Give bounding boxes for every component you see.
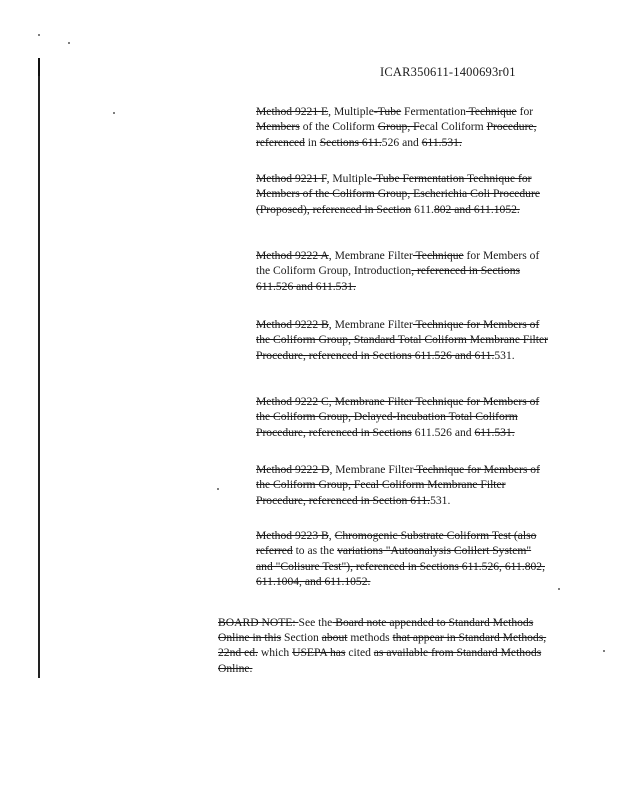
text-run: methods — [347, 631, 393, 644]
struck-text: Members — [256, 120, 300, 134]
text-run: 531. — [430, 493, 451, 507]
text-run: of the Coliform — [299, 120, 378, 134]
struck-text: Chromogenic Substrate Coliform Test (also referred — [256, 529, 537, 558]
struck-text: for Members of the Coliform Group, Standard Total Coliform Membrane Filter Procedure, referenced in Sections 611.526 and 611. — [256, 318, 548, 362]
text-run: , Membrane Filter — [329, 463, 414, 476]
method-paragraph — [256, 462, 548, 508]
struck-text: for Members of the Coliform Group, Fecal Coliform Membrane Filter Procedure, referenced in Section 611. — [256, 463, 540, 507]
method-paragraph — [256, 394, 548, 440]
struck-text: about — [321, 631, 348, 644]
board-note — [218, 603, 548, 688]
scan-speck — [217, 488, 219, 490]
struck-text: USEPA has — [292, 646, 346, 660]
text-run: ecal Coliform — [419, 120, 487, 134]
scan-speck — [603, 650, 605, 652]
text-run: 531. — [494, 348, 515, 362]
struck-text: Technique — [465, 105, 517, 118]
struck-text: , referenced in Sections 611.526 and 611.531. — [256, 264, 521, 293]
text-run: 611.526 and — [411, 425, 475, 439]
text-run: which — [257, 646, 293, 660]
text-run: 526 and — [381, 135, 422, 149]
text-run: Fermentation — [401, 105, 466, 118]
text-run: , Multiple — [326, 172, 373, 185]
text-run: the — [318, 615, 333, 629]
text-run: cited — [345, 646, 374, 660]
method-paragraph — [256, 317, 548, 363]
struck-text: BOARD NOTE: — [218, 615, 299, 629]
struck-text: Technique — [412, 249, 464, 262]
method-paragraph — [256, 171, 548, 217]
struck-text: Method 9222 B — [256, 318, 329, 331]
revision-margin-bar-top — [38, 58, 40, 76]
struck-text: "Autoanalysis Colilert System" and "Colisure Test"), referenced in Sections 611.526, 611.802, 611.1004, and 611.1052. — [256, 544, 545, 589]
struck-text: Method 9221 E — [256, 105, 329, 118]
struck-text: 611.531. — [421, 135, 462, 149]
struck-text: Method 9222 A — [256, 249, 329, 262]
document-id: ICAR350611-1400693r01 — [380, 65, 516, 79]
struck-text: Method 9221 F — [256, 172, 327, 185]
text-run: See — [298, 615, 319, 629]
struck-text: Sections 611. — [319, 135, 382, 149]
scan-speck — [558, 588, 560, 590]
struck-text: 611.531. — [474, 425, 515, 439]
struck-text: Technique — [413, 463, 465, 476]
method-paragraph — [256, 528, 548, 590]
scan-speck — [68, 42, 70, 44]
text-run: , — [328, 529, 335, 542]
text-run: , Multiple — [328, 105, 374, 118]
method-paragraph — [256, 104, 548, 150]
struck-text: Board note appended to Standard Methods Online in this — [218, 615, 534, 644]
struck-text: Method 9222 C, Membrane Filter Technique for Members of the Coliform Group, Delayed-Incubation Total Coliform Procedure, referenced in Sections — [256, 395, 540, 439]
struck-text: Technique — [412, 318, 464, 331]
struck-text: Method 9222 D — [256, 463, 330, 476]
text-run: Section — [281, 631, 322, 644]
scan-speck — [113, 112, 115, 114]
scan-speck — [38, 34, 40, 36]
struck-text: Method 9223 B — [256, 529, 329, 542]
struck-text: -Tube Fermentation Technique for Members of the Coliform Group, Escherichia Coli Procedure (Proposed), referenced in Section — [256, 172, 540, 216]
struck-text: that appear in Standard Methods, 22nd ed. — [218, 631, 547, 660]
struck-text: variations — [337, 544, 383, 558]
text-run: to as the — [292, 544, 338, 558]
text-run: for Members of the Coliform Group, Introduction — [256, 249, 540, 278]
struck-text: -Tube — [373, 105, 402, 118]
method-paragraph — [256, 248, 548, 294]
revision-margin-bar — [38, 58, 40, 678]
struck-text: 802 and 611.1052. — [433, 202, 520, 216]
text-run: for — [516, 105, 534, 118]
text-run: 611. — [411, 202, 434, 216]
text-run: in — [304, 135, 320, 149]
struck-text: Group, F — [377, 120, 420, 134]
text-run: , Membrane Filter — [328, 318, 413, 331]
text-run: , Membrane Filter — [328, 249, 413, 262]
struck-text: Procedure, referenced — [256, 120, 537, 149]
struck-text: as available from Standard Methods Online. — [218, 646, 542, 675]
